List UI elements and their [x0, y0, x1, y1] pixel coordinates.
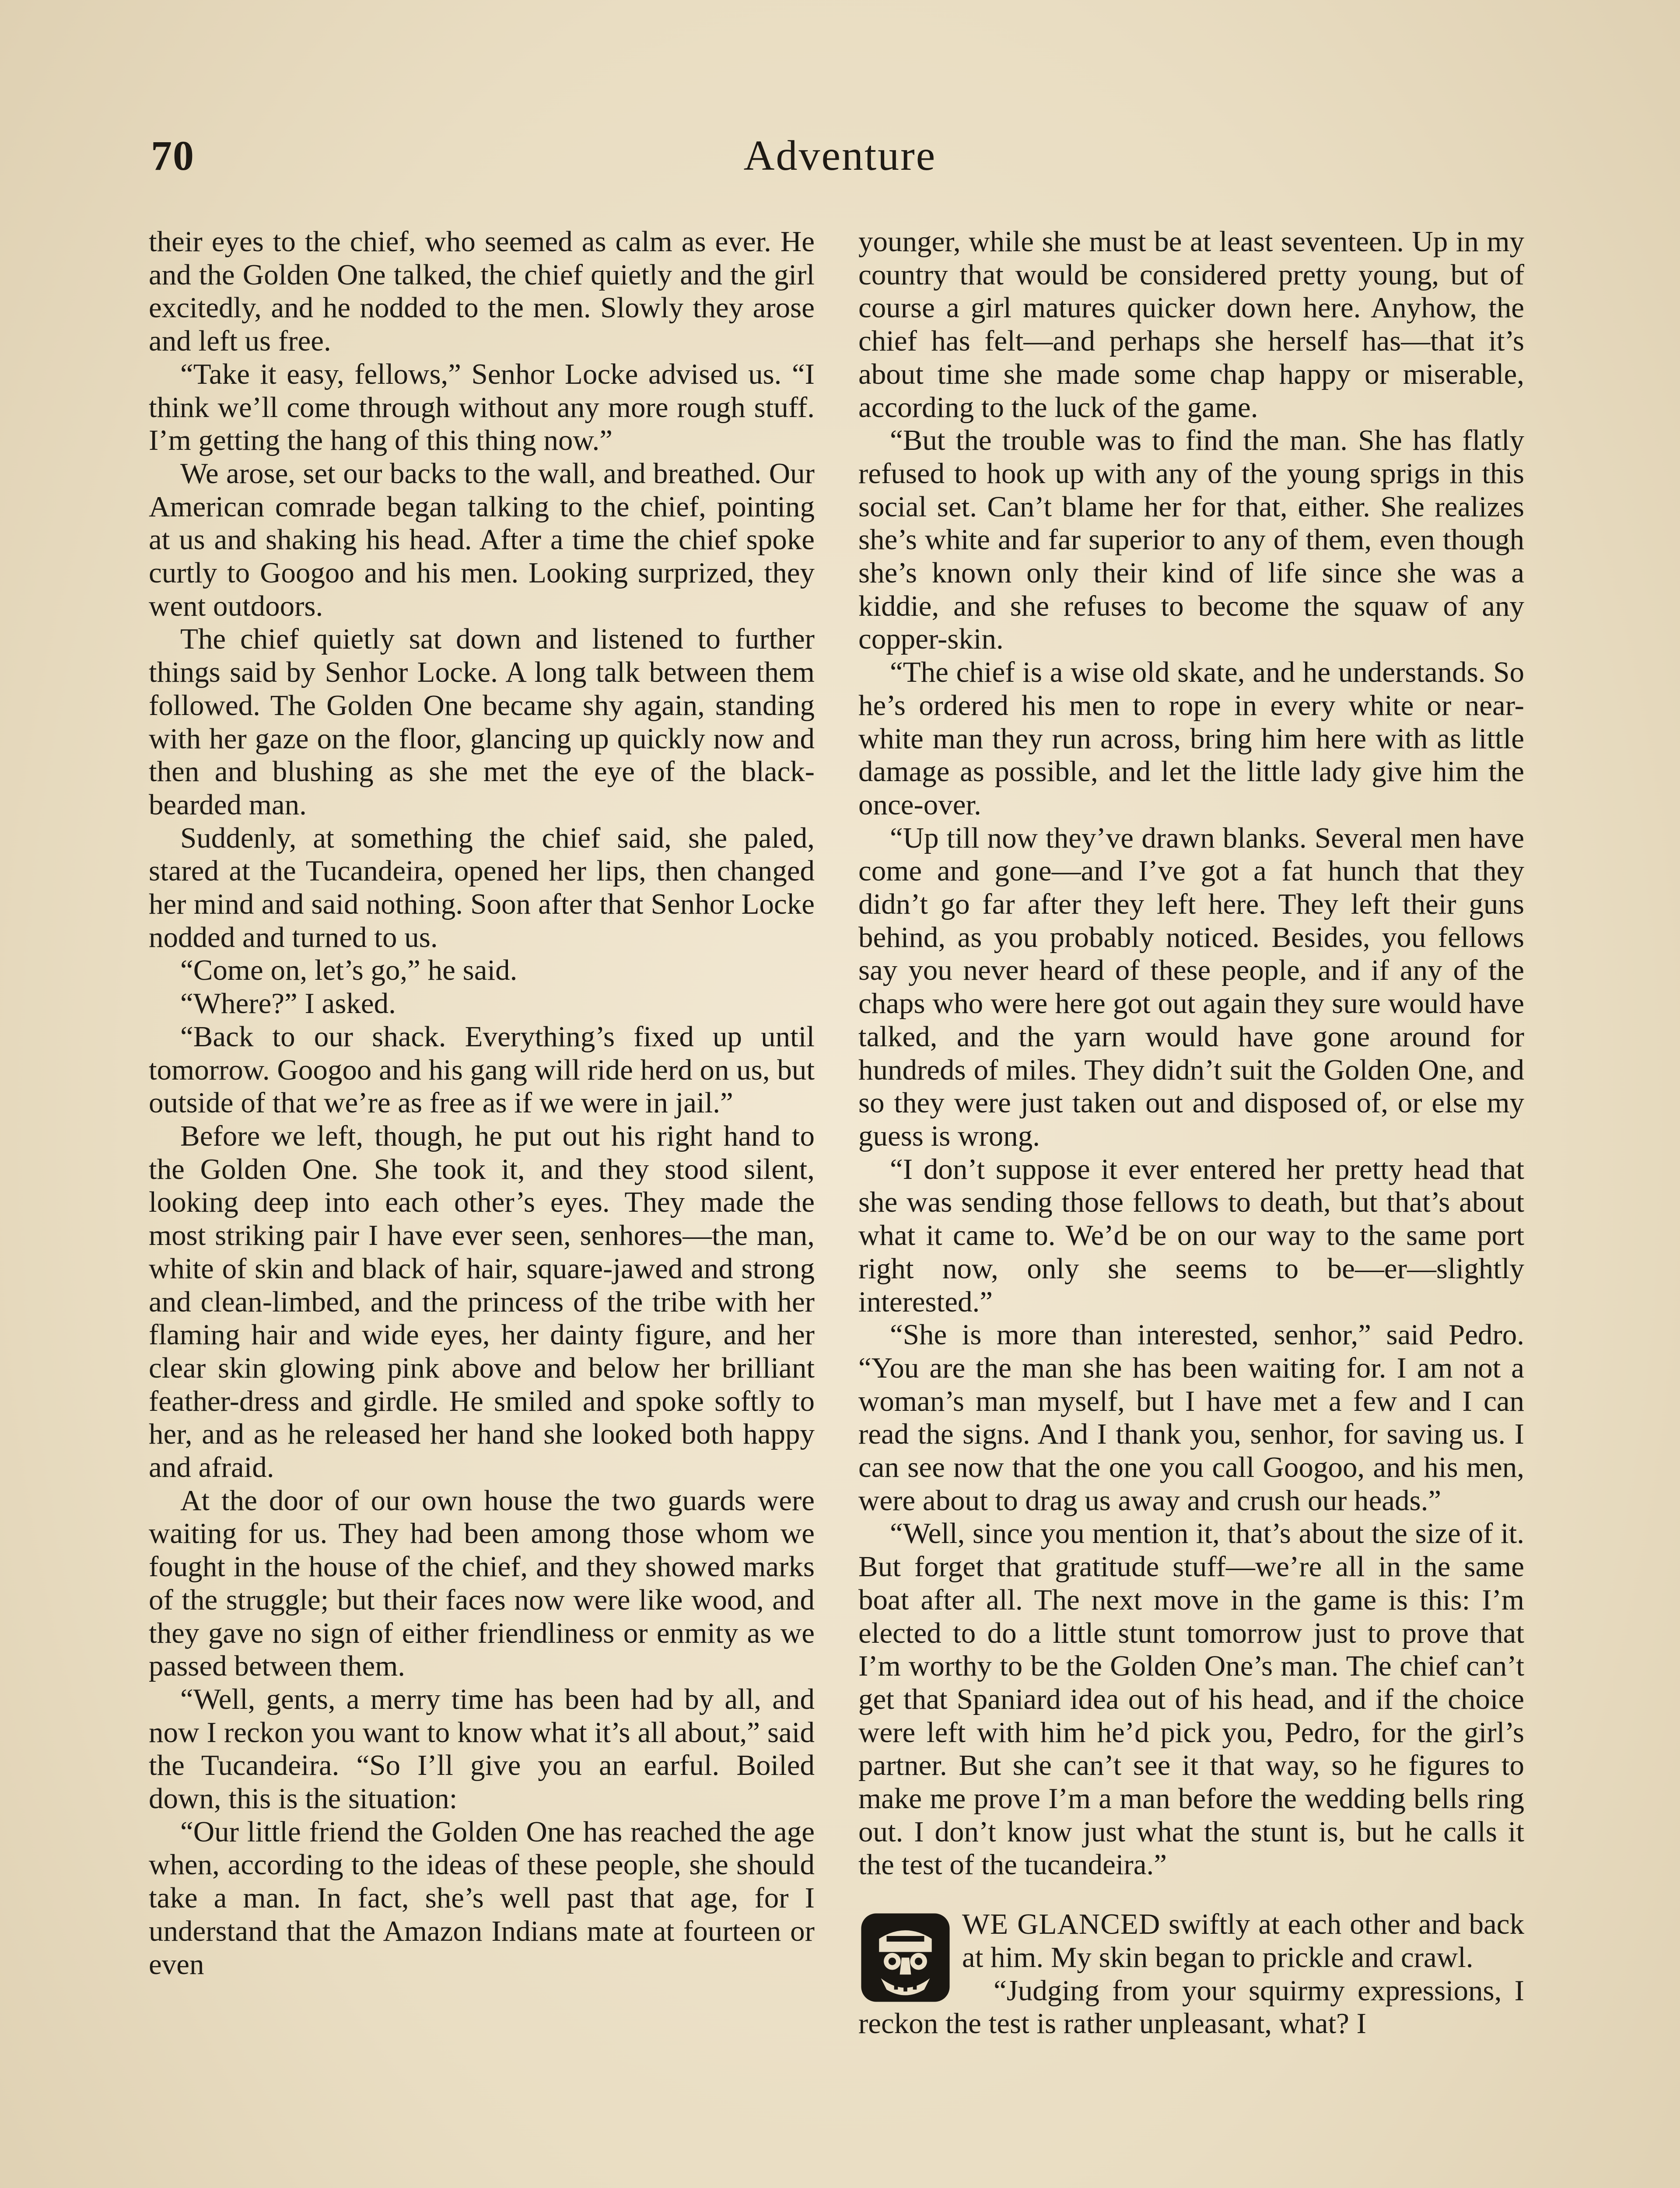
section-lead-text: swiftly at each other and back at him. My skin began to prickle and crawl. [962, 1908, 1524, 1974]
paragraph: “Our little friend the Golden One has reached the age when, according to the ideas of these people, she should take a man. In fact, she’s well past that age, for I understand that the Amazon Indians mate at fourteen or even [149, 1815, 815, 1981]
paragraph: Suddenly, at something the chief said, she paled, stared at the Tucandeira, opened her lips, then changed her mind and said nothing. Soon after that Senhor Locke nodded and turned to us. [149, 821, 815, 954]
paragraph: “Back to our shack. Everything’s fixed up until tomorrow. Googoo and his gang will ride herd on us, but outside of that we’re as free as if we were in jail.” [149, 1020, 815, 1119]
paragraph: “Take it easy, fellows,” Senhor Locke advised us. “I think we’ll come through without any more rough stuff. I’m getting the hang of this thing now.” [149, 358, 815, 457]
paragraph: “Where?” I asked. [180, 987, 396, 1020]
paragraph: “Well, gents, a merry time has been had by all, and now I reckon you want to know what it’s all about,” said the Tucandeira. “So I’ll give you an earful. Boiled down, this is the situation: [149, 1683, 815, 1815]
paragraph [858, 1908, 1524, 1974]
paragraph: At the door of our own house the two guards were waiting for us. They had been among those whom we fought in the house of the chief, and they showed marks of the struggle; but their faces now were like wood, and they gave no sign of either friendliness or enmity as we passed between them. [149, 1484, 815, 1683]
tribal-mask-icon [858, 1911, 952, 2005]
running-head-title: Adventure [743, 132, 937, 179]
paragraph: “Well, since you mention it, that’s about the size of it. But forget that gratitude stuff—we’re all in the same boat after all. The next move in the game is this: I’m elected to do a little stunt tomorrow just to prove that I’m worthy to be the Golden One’s man. The chief can’t get that Spaniard idea out of his head, and if the choice were left with him he’d pick you, Pedro, for the girl’s partner. But she can’t see it that way, so he figures to make me prove I’m a man before the wedding bells ring out. I don’t know just what the stunt is, but he calls it the test of the tucandeira.” [858, 1517, 1524, 1881]
page-number: 70 [151, 132, 195, 179]
right-column [858, 225, 1524, 2041]
paragraph: Before we left, though, he put out his right hand to the Golden One. She took it, and they stood silent, looking deep into each other’s eyes. They made the most striking pair I have ever seen, senhores—the man, white of skin and black of hair, square-jawed and strong and clean-limbed, and the princess of the tribe with her flaming hair and wide eyes, her dainty figure, and her clear skin glowing pink above and below her brilliant feather-dress and girdle. He smiled and spoke softly to her, and as he released her hand she looked both happy and afraid. [149, 1119, 815, 1484]
paragraph: “She is more than interested, senhor,” said Pedro. “You are the man she has been waiting for. I am not a woman’s man myself, but I have met a few and I can read the signs. And I thank you, senhor, for saving us. I can see now that the one you call Googoo, and his men, were about to drag us away and crush our heads.” [858, 1318, 1524, 1517]
section-break [858, 1908, 1524, 2041]
paragraph: “The chief is a wise old skate, and he understands. So he’s ordered his men to rope in every white or near-white man they run across, bring him here with as little damage as possible, and let the little lady give him the once-over. [858, 656, 1524, 821]
left-column [149, 225, 815, 1981]
paragraph: “Come on, let’s go,” he said. [180, 954, 518, 987]
paragraph: “I don’t suppose it ever entered her pretty head that she was sending those fellows to death, but that’s about what it came to. We’d be on our way to the same port right now, only she seems to be—er—slightly interested.” [858, 1153, 1524, 1318]
paragraph: The chief quietly sat down and listened to further things said by Senhor Locke. A long talk between them followed. The Golden One became shy again, standing with her gaze on the floor, glancing up quickly now and then and blushing as she met the eye of the black-bearded man. [149, 623, 815, 821]
paragraph: “But the trouble was to find the man. She has flatly refused to hook up with any of the young sprigs in this social set. Can’t blame her for that, either. She realizes she’s white and far superior to any of them, even though she’s known only their kind of life since she was a kiddie, and she refuses to become the squaw of any copper-skin. [858, 424, 1524, 656]
paragraph: “Judging from your squirmy expressions, I reckon the test is rather unpleasant, what? I [858, 1974, 1524, 2040]
paragraph: We arose, set our backs to the wall, and breathed. Our American comrade began talking to the chief, pointing at us and shaking his head. After a time the chief spoke curtly to Googoo and his men. Looking surprized, they went outdoors. [149, 457, 815, 622]
paragraph: younger, while she must be at least seventeen. Up in my country that would be considered pretty young, but of course a girl matures quicker down here. Anyhow, the chief has felt—and perhaps she herself has—that it’s about time she made some chap happy or miserable, according to the luck of the game. [858, 225, 1524, 424]
section-lead-in: WE GLANCED [962, 1908, 1161, 1941]
paragraph: “Up till now they’ve drawn blanks. Several men have come and gone—and I’ve got a fat hunch that they didn’t go far after they left here. They left their guns behind, as you probably noticed. Besides, you fellows say you never heard of these people, and if any of the chaps who were here got out again they sure would have talked, and the yarn would have gone around for hundreds of miles. They didn’t suit the Golden One, and so they were just taken out and disposed of, or else my guess is wrong. [858, 821, 1524, 1152]
paragraph: their eyes to the chief, who seemed as calm as ever. He and the Golden One talked, the chief quietly and the girl excitedly, and he nodded to the men. Slowly they arose and left us free. [149, 225, 815, 358]
